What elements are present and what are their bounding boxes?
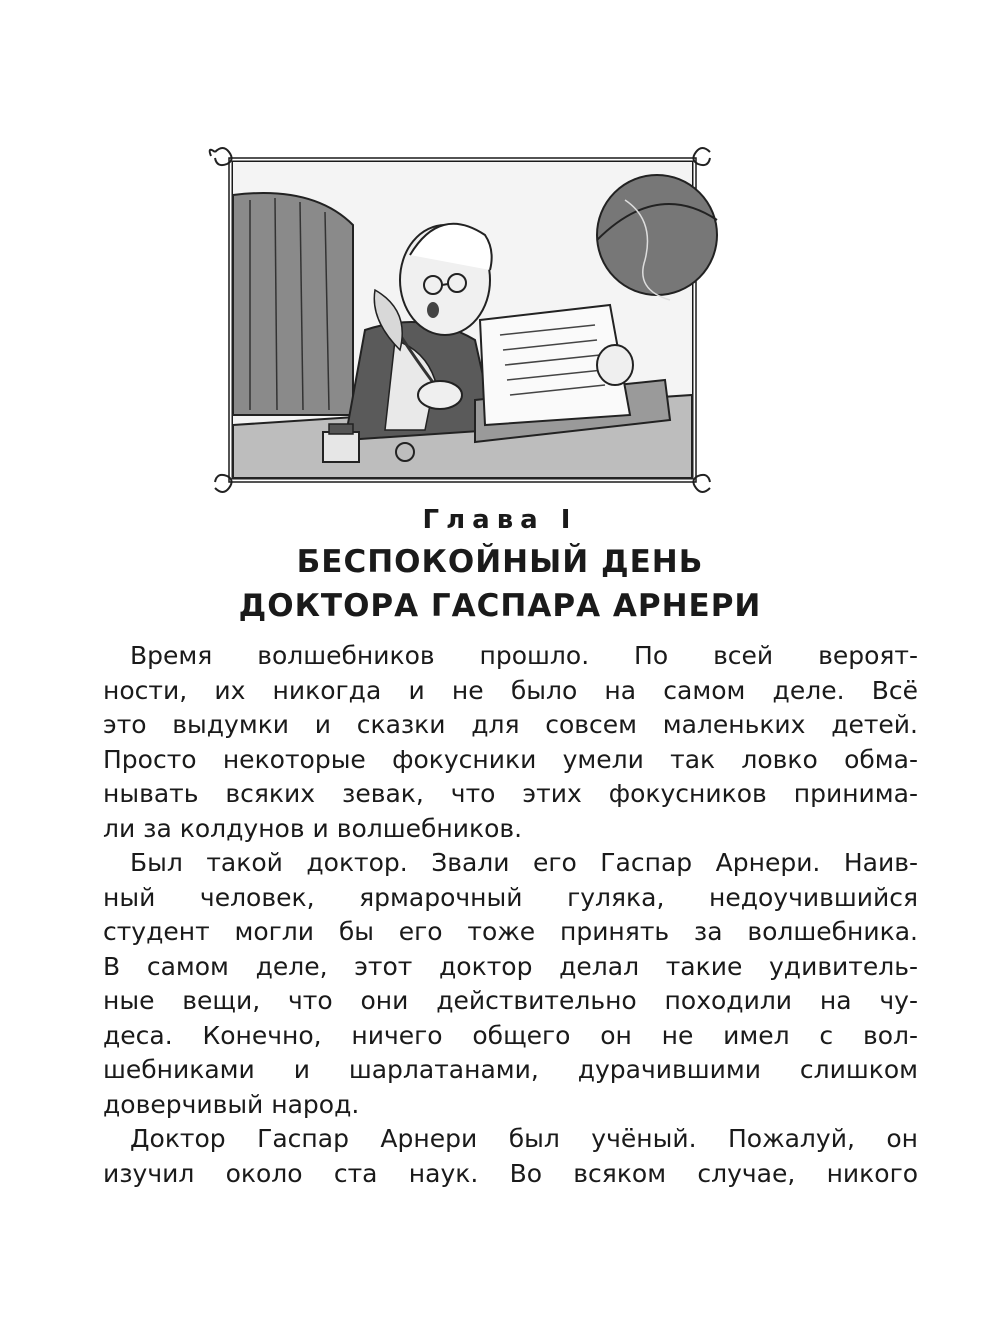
- text-line: Время волшебников прошло. По всей вероят-: [130, 641, 918, 670]
- text-line: ли за колдунов и волшебников.: [103, 813, 523, 843]
- text-line: ный человек, ярмарочный гуляка, недоучившийся: [103, 882, 918, 912]
- text-line: Доктор Гаспар Арнери был учёный. Пожалуй, он: [130, 1124, 918, 1153]
- text-line: студент могли бы его тоже принять за волшебника.: [103, 917, 918, 946]
- text-line: Просто некоторые фокусники умели так ловко обма-: [103, 744, 918, 774]
- chapter-number: Глава I: [422, 505, 578, 535]
- text-line: это выдумки и сказки для совсем маленьких детей.: [103, 710, 918, 739]
- scholar-writing-icon: [205, 140, 720, 500]
- text-line: шебниками и шарлатанами, дурачившими слишком: [103, 1055, 918, 1084]
- text-line: В самом деле, этот доктор делал такие удивитель-: [103, 951, 918, 981]
- text-line: ности, их никогда и не было на самом деле. Всё: [103, 675, 918, 705]
- chapter-title-line: БЕСПОКОЙНЫЙ ДЕНЬ: [296, 544, 704, 580]
- text-line: ные вещи, что они действительно походили на чу-: [103, 986, 918, 1015]
- chapter-title: [0, 540, 1000, 628]
- text-line: изучил около ста наук. Во всяком случае, никого: [103, 1158, 918, 1188]
- text-line: доверчивый народ.: [103, 1089, 360, 1119]
- text-line: нывать всяких зевак, что этих фокусников принима-: [103, 779, 918, 808]
- text-line: деса. Конечно, ничего общего он не имел с вол-: [103, 1020, 918, 1050]
- chapter-illustration: [205, 140, 720, 500]
- chapter-title-line: ДОКТОРА ГАСПАРА АРНЕРИ: [238, 588, 762, 624]
- chapter-body: [103, 639, 918, 1191]
- text-line: Был такой доктор. Звали его Гаспар Арнери. Наив-: [130, 848, 918, 877]
